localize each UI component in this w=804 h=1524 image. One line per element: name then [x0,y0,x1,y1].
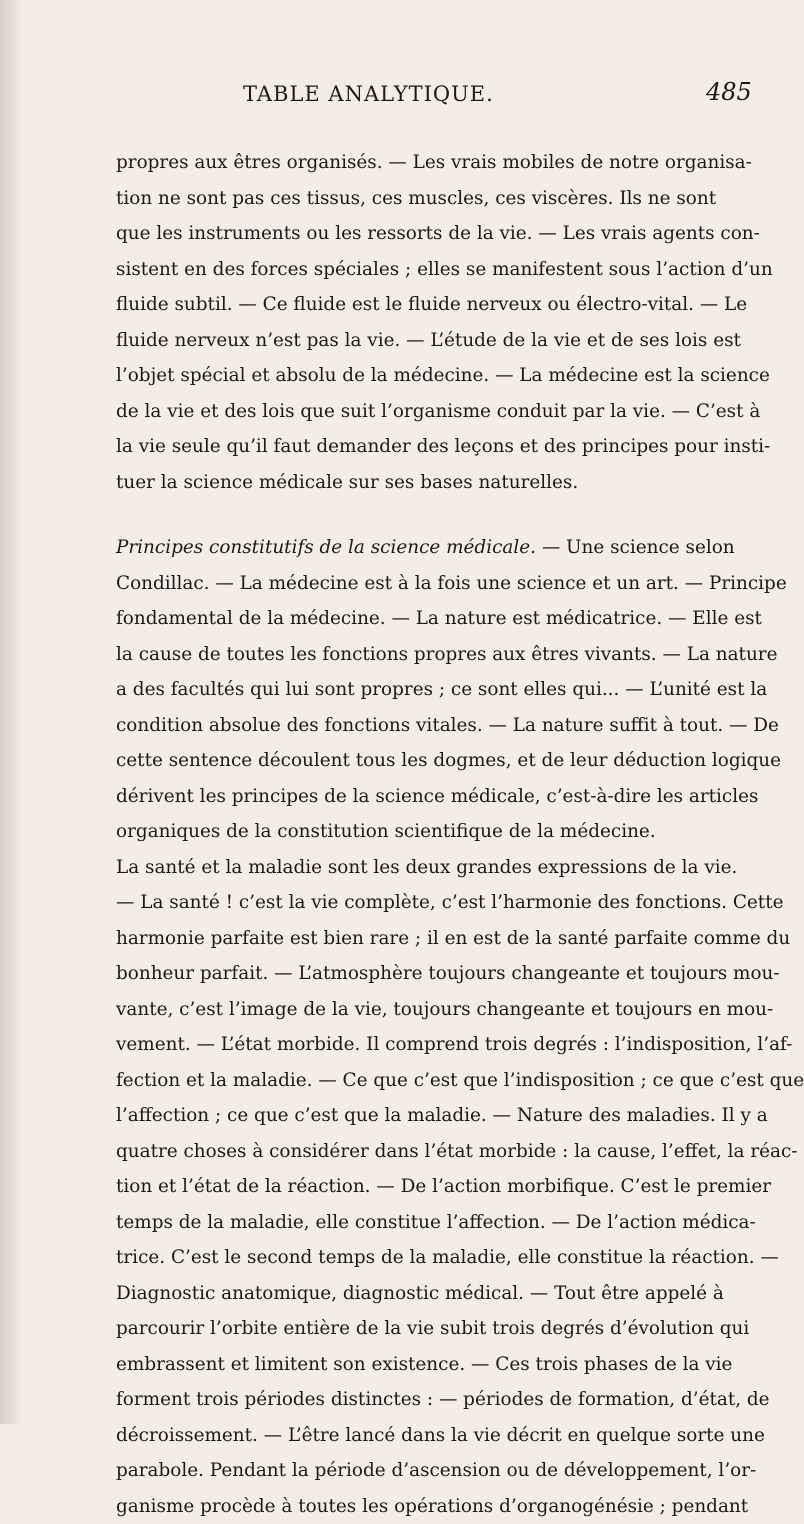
text-line: parabole. Pendant la période d’ascension ou de développement, l’or- [116,1453,688,1489]
text-line: La santé et la maladie sont les deux grandes expressions de la vie. [116,850,688,886]
text-line: l’objet spécial et absolu de la médecine. — La médecine est la science [116,358,688,394]
paragraph-2 [116,530,688,850]
text-line: quatre choses à considérer dans l’état morbide : la cause, l’effet, la réac- [116,1134,688,1170]
text-line: sistent en des forces spéciales ; elles se manifestent sous l’action d’un [116,252,688,288]
text-line: dérivent les principes de la science médicale, c’est-à-dire les articles [116,779,688,815]
text-line: la cause de toutes les fonctions propres aux êtres vivants. — La nature [116,637,688,673]
running-head [0,82,800,122]
text-line: ganisme procède à toutes les opérations d’organogénésie ; pendant [116,1489,688,1524]
text-line: tion et l’état de la réaction. — De l’action morbifique. C’est le premier [116,1169,688,1205]
text-line: fluide nerveux n’est pas la vie. — L’étude de la vie et de ses lois est [116,323,688,359]
text-line: a des facultés qui lui sont propres ; ce sont elles qui... — L’unité est la [116,672,688,708]
text-line: parcourir l’orbite entière de la vie subit trois degrés d’évolution qui [116,1311,688,1347]
text-line: que les instruments ou les ressorts de la vie. — Les vrais agents con- [116,216,688,252]
text-line: propres aux êtres organisés. — Les vrais mobiles de notre organisa- [116,145,688,181]
text-line: vement. — L’état morbide. Il comprend trois degrés : l’indisposition, l’af- [116,1027,688,1063]
page-number: 485 [706,78,752,106]
page-gutter-shadow [0,0,22,1424]
text-line: organiques de la constitution scientifique de la médecine. [116,814,688,850]
text-line: Diagnostic anatomique, diagnostic médical. — Tout être appelé à [116,1276,688,1312]
running-title: TABLE ANALYTIQUE. [243,82,494,106]
text-line: l’affection ; ce que c’est que la maladie. — Nature des maladies. Il y a [116,1098,688,1134]
text-line: harmonie parfaite est bien rare ; il en est de la santé parfaite comme du [116,921,688,957]
text-line: — La santé ! c’est la vie complète, c’est l’harmonie des fonctions. Cette [116,885,688,921]
text-line: condition absolue des fonctions vitales. — La nature suffit à tout. — De [116,708,688,744]
text-line: fluide subtil. — Ce fluide est le fluide nerveux ou électro-vital. — Le [116,287,688,323]
paragraph-3 [116,850,688,1524]
text-line: Condillac. — La médecine est à la fois une science et un art. — Principe [116,566,688,602]
text-line: trice. C’est le second temps de la maladie, elle constitue la réaction. — [116,1240,688,1276]
text-line: décroissement. — L’être lancé dans la vie décrit en quelque sorte une [116,1418,688,1454]
text-line: vante, c’est l’image de la vie, toujours changeante et toujours en mou- [116,992,688,1028]
section-lead-italic: Principes constitutifs de la science médicale. [116,537,536,558]
text-line: de la vie et des lois que suit l’organisme conduit par la vie. — C’est à [116,394,688,430]
text-line: embrassent et limitent son existence. — Ces trois phases de la vie [116,1347,688,1383]
text-line: tion ne sont pas ces tissus, ces muscles, ces viscères. Ils ne sont [116,181,688,217]
paragraph-gap [116,500,688,530]
text-line [116,530,688,566]
text-line: fondamental de la médecine. — La nature est médicatrice. — Elle est [116,601,688,637]
body-text [116,145,688,1524]
paragraph-1 [116,145,688,500]
text-line: fection et la maladie. — Ce que c’est que l’indisposition ; ce que c’est que [116,1063,688,1099]
text-line: bonheur parfait. — L’atmosphère toujours changeante et toujours mou- [116,956,688,992]
text-line: cette sentence découlent tous les dogmes, et de leur déduction logique [116,743,688,779]
text-line: la vie seule qu’il faut demander des leçons et des principes pour insti- [116,429,688,465]
text-line: temps de la maladie, elle constitue l’affection. — De l’action médica- [116,1205,688,1241]
text-line: forment trois périodes distinctes : — périodes de formation, d’état, de [116,1382,688,1418]
text-line: tuer la science médicale sur ses bases naturelles. [116,465,688,501]
lead-line-rest: — Une science selon [536,537,735,558]
